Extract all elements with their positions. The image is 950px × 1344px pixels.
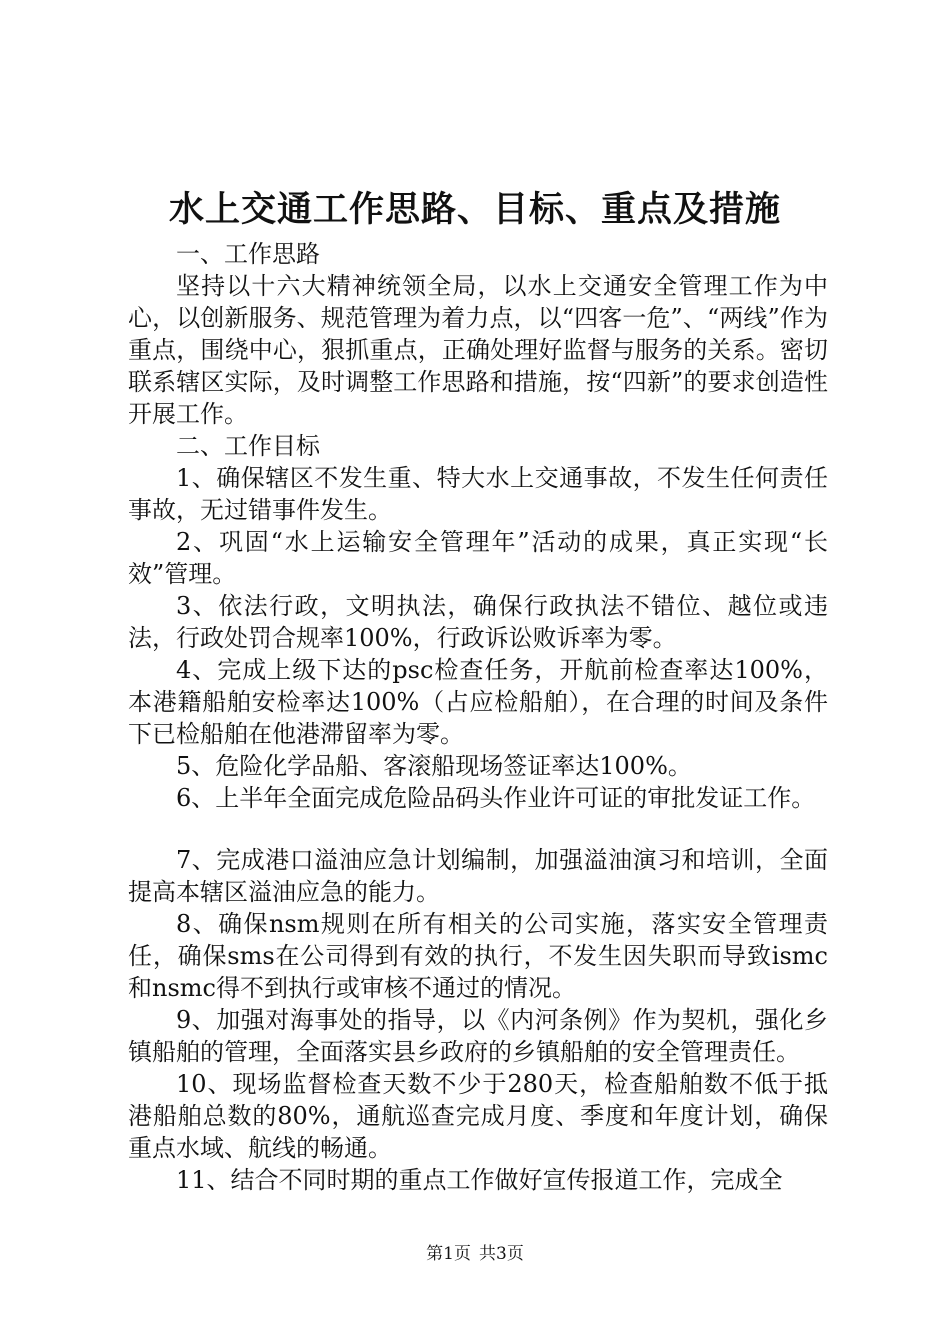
goal-item: 5、危险化学品船、客滚船现场签证率达100%。	[176, 752, 692, 780]
section-heading-ideas: 一、工作思路	[176, 240, 320, 268]
goal-item: 10、现场监督检查天数不少于280天，检查船舶数不低于抵港船舶总数的80%，通航巡查完成月度、季度和年度计划，确保重点水域、航线的畅通。	[128, 1070, 828, 1162]
goal-item: 1、确保辖区不发生重、特大水上交通事故，不发生任何责任事故，无过错事件发生。	[128, 464, 828, 524]
section-body-ideas: 坚持以十六大精神统领全局，以水上交通安全管理工作为中心，以创新服务、规范管理为着力点，以“四客一危”、“两线”作为重点，围绕中心，狠抓重点，正确处理好监督与服务的关系。密切联系辖区实际，及时调整工作思路和措施，按“四新”的要求创造性开展工作。	[128, 272, 828, 428]
goal-item: 4、完成上级下达的psc检查任务，开航前检查率达100%，本港籍船舶安检率达100%（占应检船舶），在合理的时间及条件下已检船舶在他港滞留率为零。	[128, 656, 828, 748]
document-title: 水上交通工作思路、目标、重点及措施	[168, 189, 781, 230]
goal-item: 3、依法行政，文明执法，确保行政执法不错位、越位或违法，行政处罚合规率100%，行政诉讼败诉率为零。	[128, 592, 828, 652]
page-footer	[0, 1243, 950, 1265]
goal-item: 11、结合不同时期的重点工作做好宣传报道工作，完成全	[176, 1166, 783, 1194]
goal-item: 8、确保nsm规则在所有相关的公司实施，落实安全管理责任，确保sms在公司得到有效的执行，不发生因失职而导致ismc和nsmc得不到执行或审核不通过的情况。	[128, 910, 828, 1002]
page-total: 共3页	[479, 1244, 524, 1264]
goal-item: 2、巩固“水上运输安全管理年”活动的成果，真正实现“长效”管理。	[128, 528, 828, 588]
goal-item: 9、加强对海事处的指导，以《内河条例》作为契机，强化乡镇船舶的管理，全面落实县乡政府的乡镇船舶的安全管理责任。	[128, 1006, 828, 1066]
goal-item: 6、上半年全面完成危险品码头作业许可证的审批发证工作。	[176, 784, 816, 812]
page-number: 第1页	[426, 1244, 471, 1264]
document-body	[128, 238, 828, 1196]
section-heading-goals: 二、工作目标	[176, 432, 320, 460]
paragraph-gap	[128, 814, 828, 844]
goal-item: 7、完成港口溢油应急计划编制，加强溢油演习和培训，全面提高本辖区溢油应急的能力。	[128, 846, 828, 906]
